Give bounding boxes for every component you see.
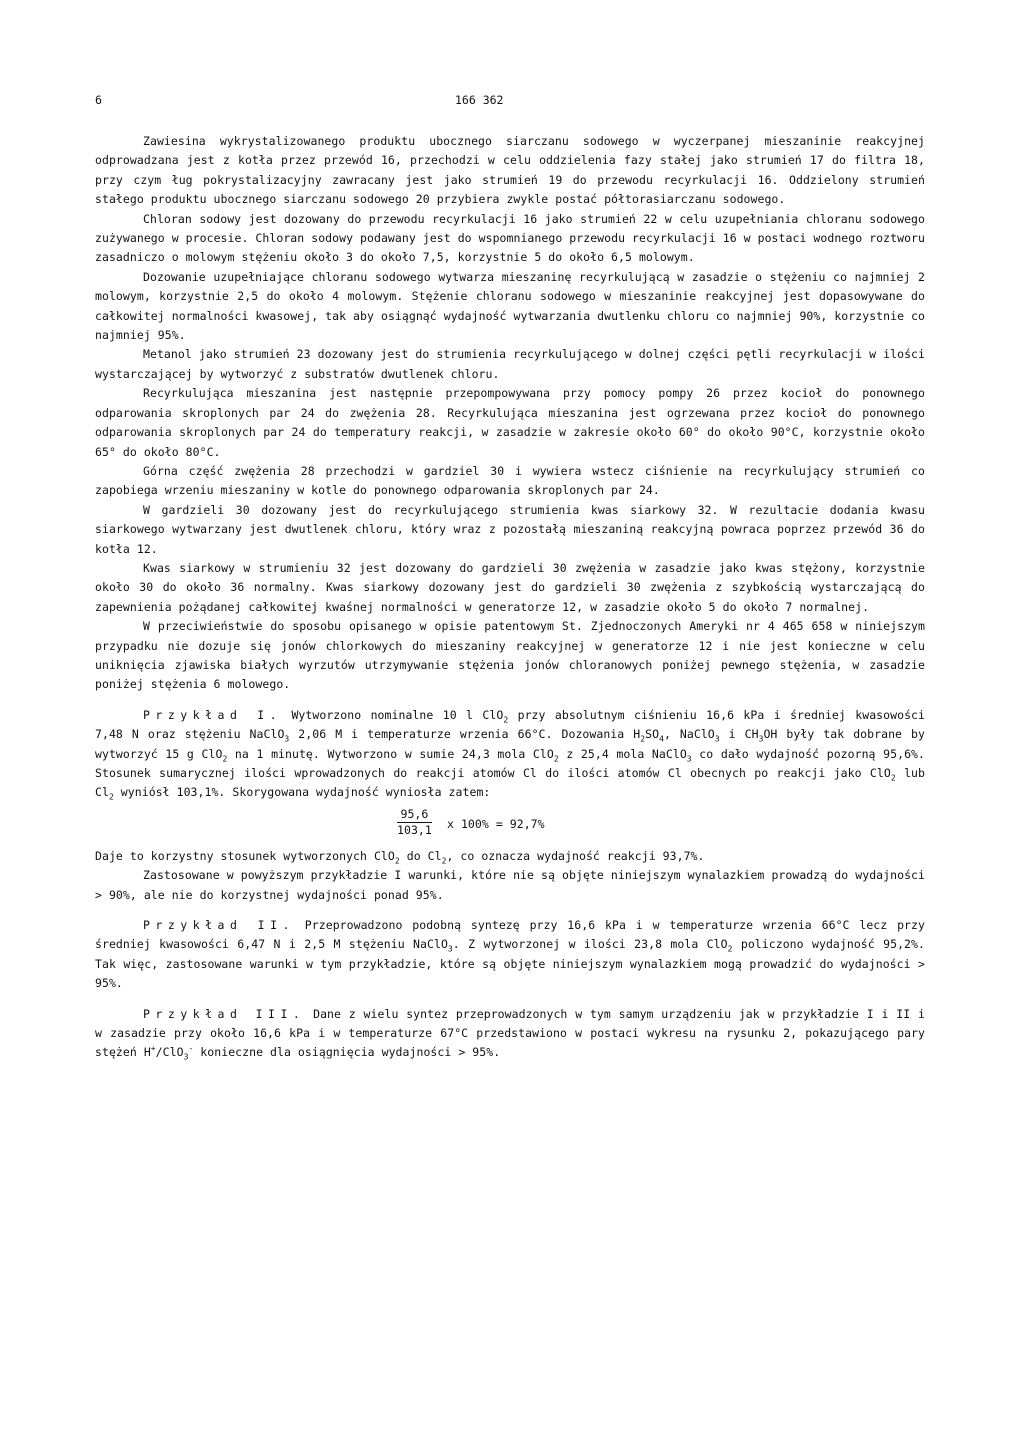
- example-1-note: Zastosowane w powyższym przykładzie I warunki, które nie są objęte niniejszym wynalazkiem prowadzą do wydajności > 90%, ale nie do korzystnej wydajności ponad 95%.: [95, 868, 925, 902]
- document-body: [95, 132, 925, 1063]
- page-number: 6: [95, 93, 102, 107]
- paragraph-5: Recyrkulująca mieszanina jest następnie przepompowywana przy pomocy pompy 26 przez kocioł do ponownego odparowania skroplonych par 24 do zwężenia 28. Recyrkulująca mieszanina jest ogrzewana przez kocioł do ponownego odparowania skroplonych par 24 do temperatury reakcji, w zasadzie w zakresie około 60° do około 90°C, korzystnie około 65° do około 80°C.: [95, 386, 925, 459]
- paragraph-1: Zawiesina wykrystalizowanego produktu ubocznego siarczanu sodowego w wyczerpanej mieszaninie reakcyjnej odprowadzana jest z kotła przez przewód 16, przechodzi w celu oddzielenia fazy stałej jako strumień 17 do filtra 18, przy czym ług pokrystalizacyjny zawracany jest jako strumień 19 do przewodu recyrkulacji 16. Oddzielony strumień stałego produktu ubocznego siarczanu sodowego 20 przybiera zwykle postać półtorasiarczanu sodowego.: [95, 134, 925, 207]
- fraction-numerator: 95,6: [397, 807, 432, 823]
- yield-fraction: [397, 807, 432, 838]
- example-2: Przykład II. Przeprowadzono podobną syntezę przy 16,6 kPa i w temperaturze wrzenia 66°C lecz przy średniej kwasowości 6,47 N i 2,5 M stężeniu NaClO$_3$. Z wytworzonej w ilości 23,8 mola ClO$_2$ policzono wydajność 95,2%. Tak więc, zastosowane warunki w tym przykładzie, które są objęte niniejszym wynalazkiem mogą prowadzić do wydajności > 95%.: [95, 918, 925, 991]
- paragraph-7: W gardzieli 30 dozowany jest do recyrkulującego strumienia kwas siarkowy 32. W rezultacie dodania kwasu siarkowego wytwarzany jest dwutlenek chloru, który wraz z pozostałą mieszaniną reakcyjną powraca poprzez przewód 36 do kotła 12.: [95, 502, 925, 556]
- yield-formula: [95, 803, 925, 847]
- patent-number: 166 362: [455, 93, 504, 107]
- paragraph-9: W przeciwieństwie do sposobu opisanego w opisie patentowym St. Zjednoczonych Ameryki nr 4 465 658 w niniejszym przypadku nie dozuje się jonów chlorkowych do mieszaniny reakcyjnej w generatorze 12 i nie jest konieczne w celu uniknięcia zjawiska białych wyrzutów utrzymywanie stężenia jonów chloranowych poniżej pewnego stężenia, w zasadzie poniżej stężenia 6 molowego.: [95, 619, 925, 692]
- paragraph-2: Chloran sodowy jest dozowany do przewodu recyrkulacji 16 jako strumień 22 w celu uzupełniania chloranu sodowego zużywanego w procesie. Chloran sodowy podawany jest do wspomnianego przewodu recyrkulacji 16 w postaci wodnego roztworu zasadniczo o molowym stężeniu około 3 do około 7,5, korzystnie 5 do około 6,5 molowym.: [95, 211, 925, 265]
- example-1-conclusion: Daje to korzystny stosunek wytworzonych ClO$_2$ do $Cl_2$, co oznacza wydajność reakcji 93,7%.: [95, 848, 705, 866]
- example-1: Przykład I. Wytworzono nominalne 10 l ClO$_2$ przy absolutnym ciśnieniu 16,6 kPa i średniej kwasowości 7,48 N oraz stężeniu NaClO$_3$ 2,06 M i temperaturze wrzenia 66°C. Dozowania $H_2SO_4$, NaClO$_3$ i $CH_3OH$ były tak dobrane by wytworzyć 15 g ClO$_2$ na 1 minutę. Wytworzono w sumie 24,3 mola ClO$_2$ z 25,4 mola NaClO$_3$ co dało wydajność pozorną 95,6%. Stosunek sumarycznej ilości wprowadzonych do reakcji atomów Cl do ilości atomów Cl obecnych po reakcji jako ClO$_2$ lub $Cl_2$ wyniósł 103,1%. Skorygowana wydajność wyniosła zatem:: [95, 707, 925, 802]
- paragraph-3: Dozowanie uzupełniające chloranu sodowego wytwarza mieszaninę recyrkulującą w zasadzie o stężeniu co najmniej 2 molowym, korzystnie 2,5 do około 4 molowym. Stężenie chloranu sodowego w mieszaninie reakcyjnej jest dopasowywane do całkowitej normalności kwasowej, tak aby osiągnąć wydajność wytwarzania dwutlenku chloru co najmniej 90%, korzystnie co najmniej 95%.: [95, 269, 925, 343]
- paragraph-6: Górna część zwężenia 28 przechodzi w gardziel 30 i wywiera wstecz ciśnienie na recyrkulujący strumień co zapobiega wrzeniu mieszaniny w kotle do ponownego odparowania skroplonych par 24.: [95, 463, 925, 498]
- example-3: Przykład III. Dane z wielu syntez przeprowadzonych w tym samym urządzeniu jak w przykładzie I i II i w zasadzie przy około 16,6 kPa i w temperaturze 67°C przedstawiono w postaci wykresu na rysunku 2, pokazującego pary stężeń H+/ClO$_3$- konieczne dla osiągnięcia wydajności > 95%.: [95, 1006, 925, 1062]
- example-2-label: Przykład II.: [143, 918, 295, 933]
- paragraph-8: Kwas siarkowy w strumieniu 32 jest dozowany do gardzieli 30 zwężenia w zasadzie jako kwas stężony, korzystnie około 30 do około 36 normalny. Kwas siarkowy dozowany jest do gardzieli 30 zwężenia z szybkością wystarczającą do zapewnienia pożądanej całkowitej kwaśnej normalności w generatorze 12, w zasadzie około 5 do około 7 normalnej.: [95, 560, 925, 614]
- example-3-label: Przykład III.: [143, 1006, 306, 1021]
- formula-result: x 100% = 92,7%: [447, 816, 545, 831]
- fraction-denominator: 103,1: [397, 822, 432, 837]
- paragraph-4: Metanol jako strumień 23 dozowany jest do strumienia recyrkulującego w dolnej części pętli recyrkulacji w ilości wystarczającej by wytworzyć z substratów dwutlenek chloru.: [95, 347, 925, 381]
- example-1-label: Przykład I.: [143, 707, 283, 722]
